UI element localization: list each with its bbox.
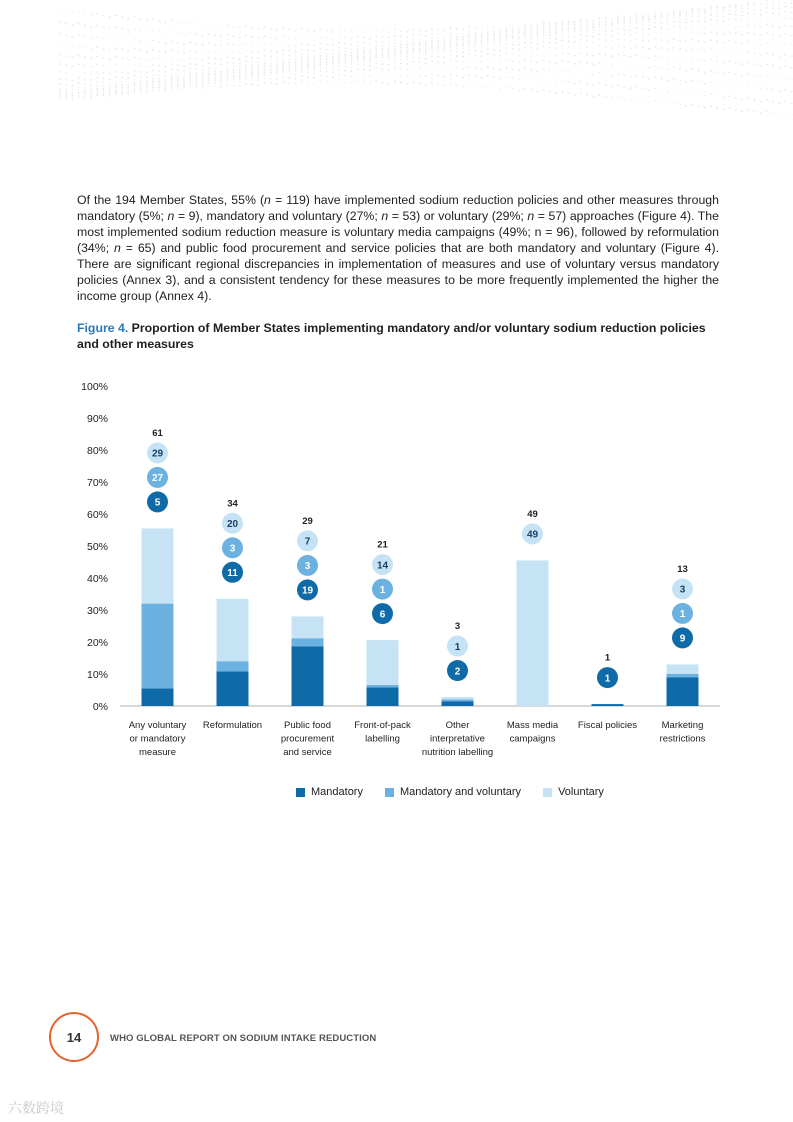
x-tick-label: and service	[283, 747, 332, 758]
report-title: WHO GLOBAL REPORT ON SODIUM INTAKE REDUCTION	[110, 1033, 377, 1044]
x-tick-label: Front-of-pack	[354, 720, 411, 731]
data-label: 3	[229, 543, 236, 555]
bar-segment	[667, 674, 699, 677]
total-label: 49	[527, 508, 538, 520]
data-label: 5	[154, 497, 161, 509]
bar-segment	[292, 646, 324, 706]
legend-swatch	[385, 788, 394, 797]
data-label: 27	[151, 473, 164, 485]
intro-paragraph: Of the 194 Member States, 55% (n = 119) have implemented sodium reduction policies and other measures through mandatory (5%; n = 9), mandatory and voluntary (27%; n = 53) or voluntary (29%; n = 57) approaches (Figure 4). The most implemented sodium reduction measure is voluntary media campaigns (49%; n = 96), followed by reformulation (34%; n = 65) and public food procurement and service policies that are both mandatory and voluntary (Figure 4). There are significant regional discrepancies in implementation of measures and use of voluntary versus mandatory policies (Annex 3), and a consistent tendency for these measures to be more frequently implemented the higher the income group (Annex 4).	[77, 193, 719, 303]
total-label: 21	[377, 539, 388, 551]
x-tick-label: Fiscal policies	[577, 720, 638, 731]
total-label: 34	[227, 498, 238, 510]
legend-label: Mandatory and voluntary	[399, 786, 522, 798]
chart-legend	[296, 786, 604, 798]
legend-label: Voluntary	[558, 786, 604, 798]
y-tick-label: 10%	[86, 669, 108, 681]
watermark: 六数跨境	[8, 1101, 64, 1117]
x-tick-label: Any voluntary	[128, 720, 187, 731]
bar-segment	[142, 688, 174, 706]
x-tick-label: campaigns	[509, 733, 556, 745]
y-tick-label: 60%	[86, 509, 108, 521]
figure-label: Figure 4.	[77, 321, 129, 335]
data-label: 6	[379, 609, 386, 621]
bar-segment	[142, 528, 174, 603]
bar-segment	[292, 638, 324, 646]
bar-segment	[217, 661, 249, 671]
legend-swatch	[543, 788, 552, 797]
x-tick-label: Public food	[283, 720, 332, 731]
bar-segment	[367, 685, 399, 688]
bar-segment	[667, 677, 699, 706]
y-tick-label: 40%	[86, 573, 108, 585]
stacked-bar-chart	[60, 370, 740, 770]
total-label: 29	[302, 515, 313, 527]
x-tick-label: procurement	[280, 733, 335, 745]
x-tick-label: labelling	[365, 733, 400, 745]
bar-segment	[217, 671, 249, 706]
total-label: 3	[454, 621, 461, 633]
y-tick-label: 100%	[81, 381, 108, 393]
bar-segment	[292, 616, 324, 638]
data-label: 11	[227, 568, 238, 580]
data-label: 29	[151, 448, 164, 460]
legend-label: Mandatory	[311, 786, 363, 798]
data-label: 3	[679, 584, 686, 596]
total-label: 13	[677, 563, 688, 575]
data-label: 7	[304, 536, 311, 548]
bar-segment	[142, 604, 174, 689]
legend-item-voluntary	[543, 786, 604, 798]
bar-segment	[442, 697, 474, 699]
page-number: 14	[49, 1012, 99, 1062]
bar-segment	[667, 664, 699, 674]
y-tick-label: 70%	[86, 477, 108, 489]
data-label: 1	[379, 584, 386, 596]
x-tick-label: or mandatory	[129, 733, 186, 745]
data-label: 2	[454, 666, 461, 678]
x-tick-label: interpretative	[430, 733, 485, 745]
bar-segment	[442, 699, 474, 701]
data-label: 3	[304, 561, 311, 573]
legend-item-mandatory-and-voluntary	[385, 786, 521, 798]
data-label: 1	[454, 641, 461, 653]
total-label: 61	[152, 427, 163, 439]
bar-segment	[592, 704, 624, 706]
figure-title: Proportion of Member States implementing mandatory and/or voluntary sodium reduction policies and other measures	[77, 321, 706, 351]
y-tick-label: 90%	[86, 413, 108, 425]
y-tick-label: 50%	[86, 541, 108, 553]
data-label: 14	[376, 560, 389, 572]
x-tick-label: Reformulation	[202, 720, 263, 731]
data-label: 20	[226, 519, 239, 531]
y-tick-label: 20%	[86, 637, 108, 649]
bar-segment	[367, 640, 399, 685]
bar-segment	[217, 599, 249, 661]
x-tick-label: nutrition labelling	[421, 747, 494, 758]
bar-segment	[442, 701, 474, 706]
bar-segment	[517, 560, 549, 706]
decorative-dot-pattern	[0, 0, 793, 140]
x-tick-label: Mass media	[506, 720, 559, 731]
figure-caption	[77, 320, 727, 352]
x-tick-label: Other	[445, 720, 470, 731]
data-label: 9	[679, 633, 686, 645]
data-label: 19	[301, 585, 314, 597]
y-tick-label: 80%	[86, 445, 108, 457]
data-label: 1	[679, 609, 686, 621]
legend-item-mandatory	[296, 786, 363, 798]
x-tick-label: restrictions	[659, 733, 706, 745]
total-label: 1	[604, 652, 611, 664]
y-tick-label: 0%	[92, 701, 108, 713]
bar-segment	[367, 687, 399, 706]
x-tick-label: Marketing	[661, 720, 704, 731]
legend-swatch	[296, 788, 305, 797]
y-tick-label: 30%	[86, 605, 108, 617]
data-label: 49	[526, 529, 539, 541]
x-tick-label: measure	[139, 747, 176, 758]
data-label: 1	[604, 673, 611, 685]
